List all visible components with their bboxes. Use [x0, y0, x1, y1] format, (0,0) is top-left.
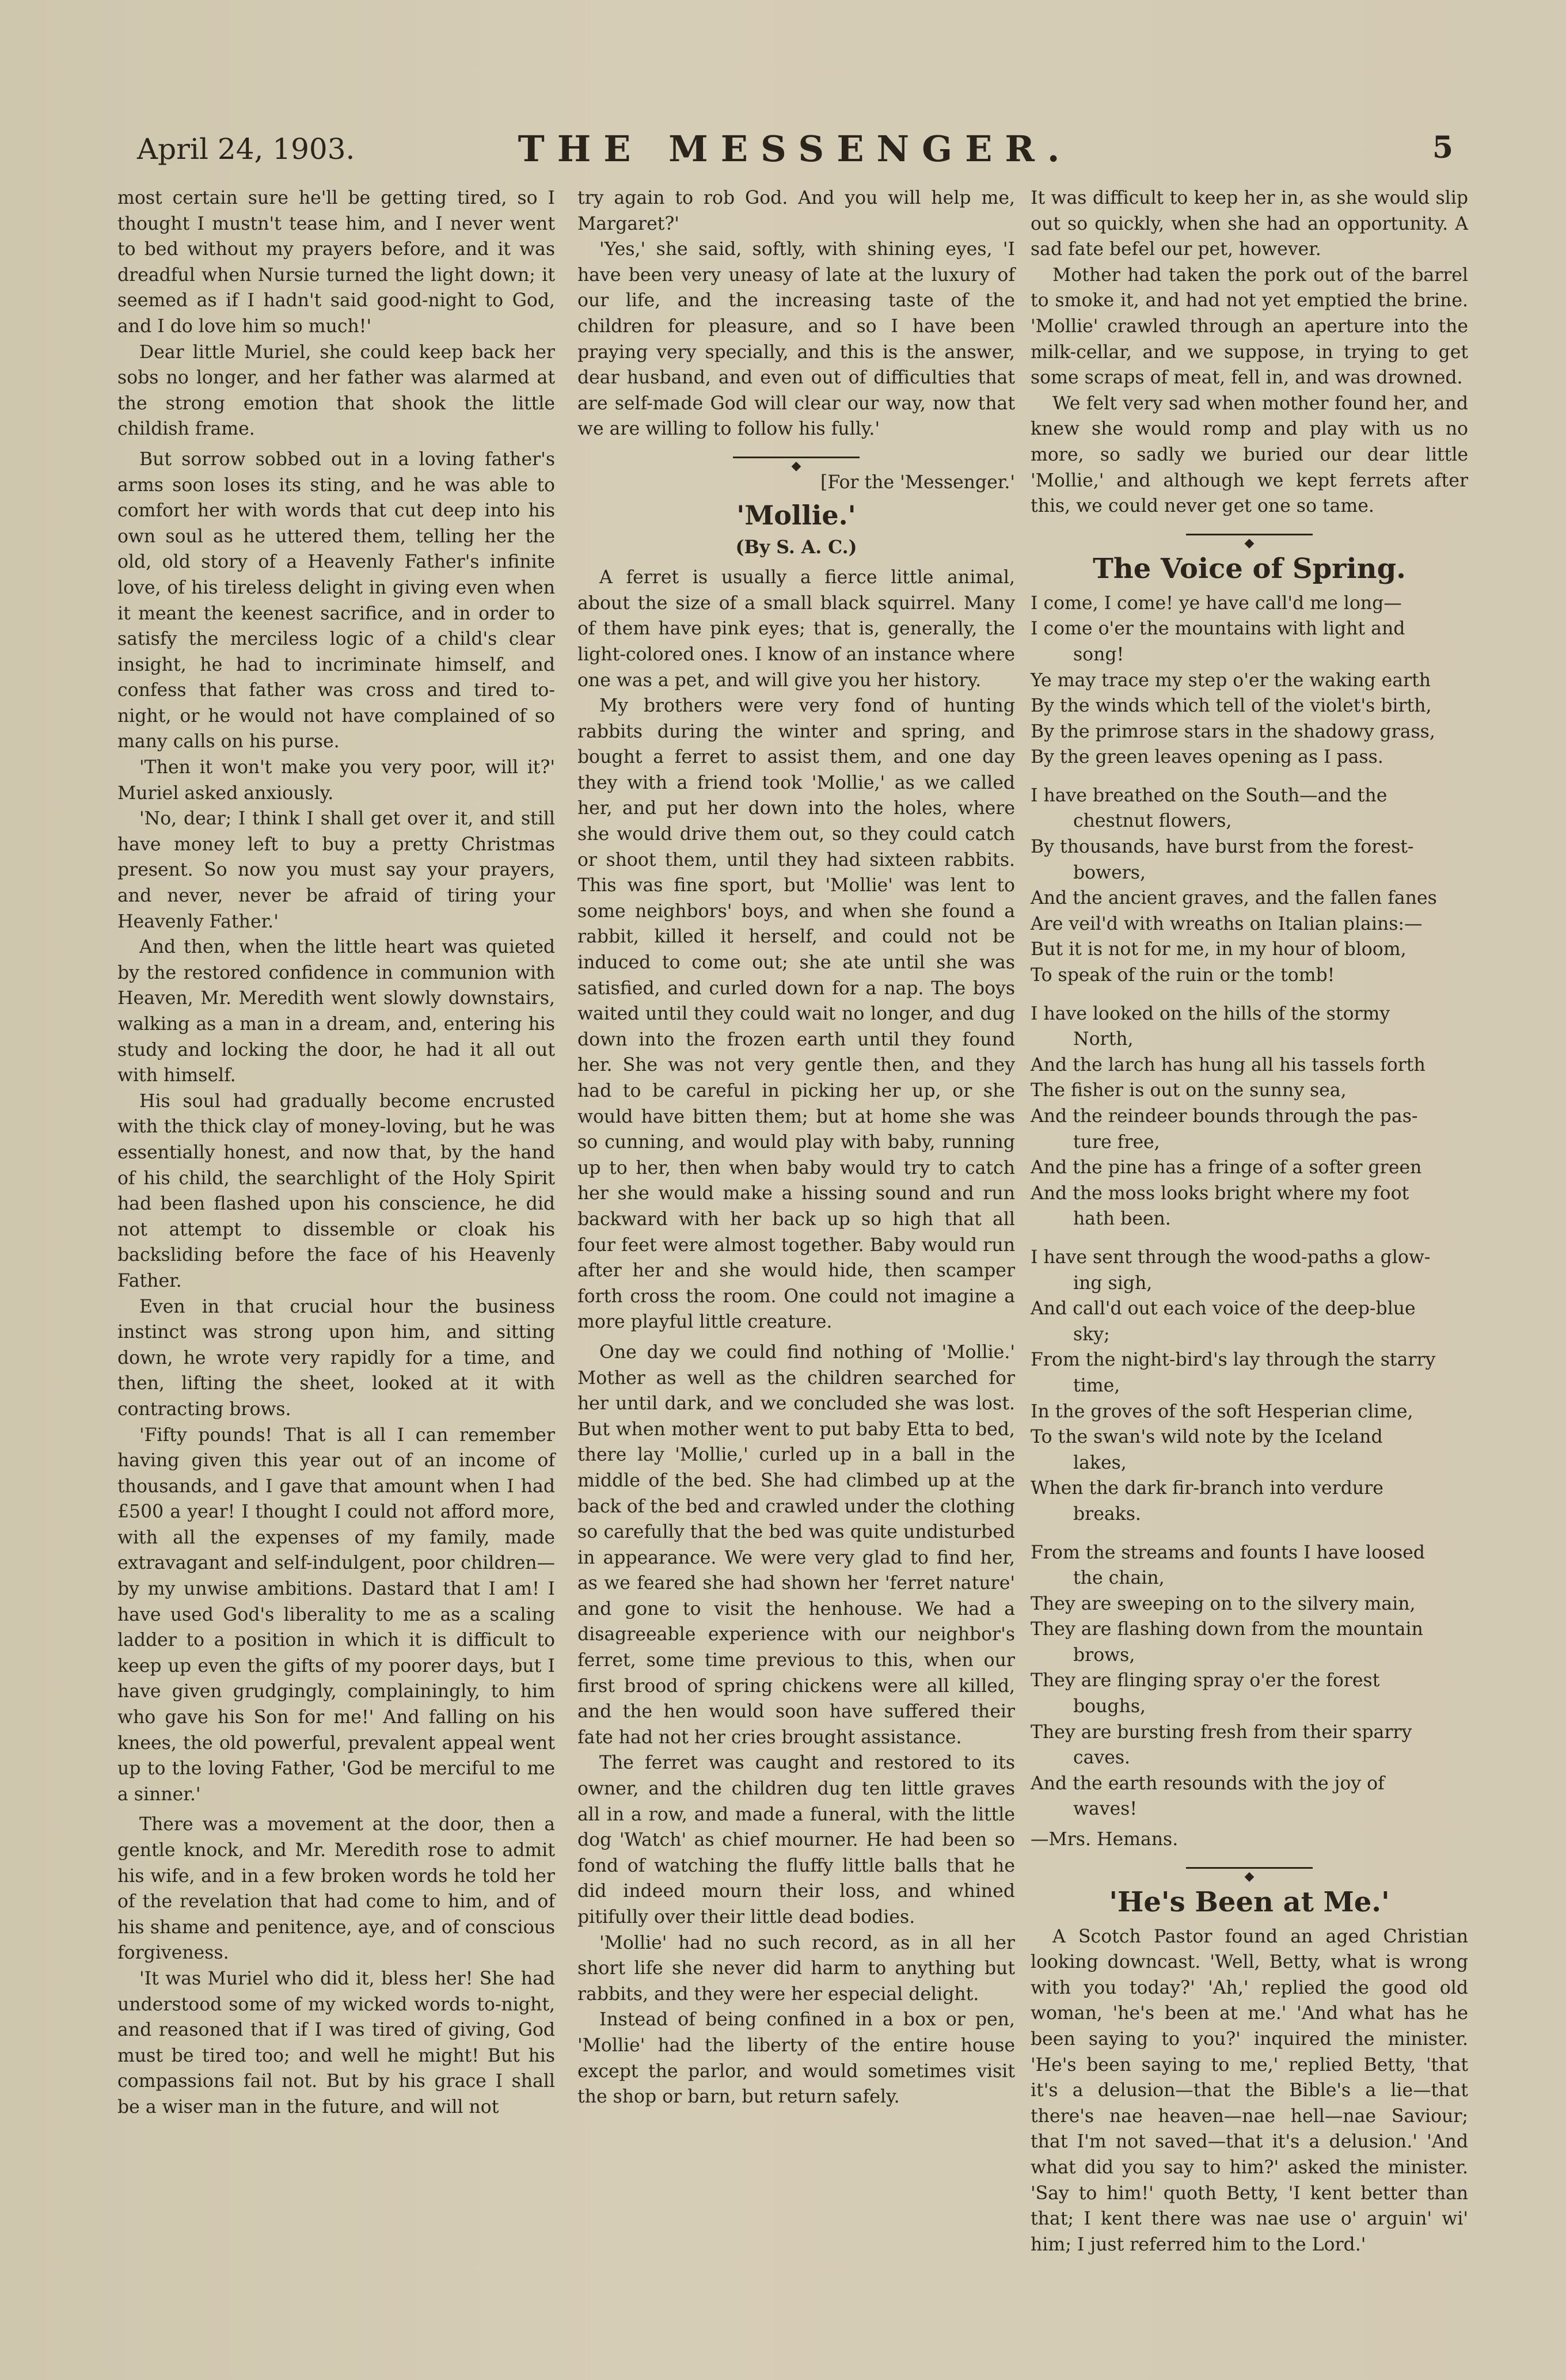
divider-rule: ◆: [577, 451, 1015, 463]
poem-line: I have sent through the wood-paths a glow- ing sigh,: [1031, 1246, 1431, 1294]
poem-line: From the night-bird's lay through the starry time,: [1031, 1349, 1436, 1396]
poem-line: Ye may trace my step o'er the waking earth: [1031, 670, 1431, 691]
poem-line: The fisher is out on the sunny sea,: [1031, 1080, 1347, 1101]
paragraph: There was a movement at the door, then a gentle knock, and Mr. Meredith rose to admit his wife, and in a few broken words he told her of the revelation that had come to him, and of his shame and penitence, aye, and of conscious forgiveness.: [117, 1814, 555, 1964]
column-1: [117, 185, 555, 2120]
poem-line: From the streams and founts I have loosed the chain,: [1031, 1542, 1425, 1589]
divider-rule: ◆: [1031, 1862, 1468, 1873]
paragraph: But sorrow sobbed out in a loving father's arms soon loses its sting, and he was able to comfort her with words that cut deep into his own soul as he uttered them, telling her the old, old story of a Heavenly Father's infinite love, of his tireless delight in giving even when it meant the keenest sacrifice, and in order to satisfy the merciless logic of a child's clear insight, he had to incriminate himself, and confess that father was cross and tired to-night, or he would not have complained of so many calls on his purse.: [117, 448, 555, 752]
poem-line: I come, I come! ye have call'd me long—: [1031, 592, 1402, 614]
poem-line: I have looked on the hills of the stormy North,: [1031, 1003, 1390, 1050]
paragraph: The ferret was caught and restored to its owner, and the children dug ten little graves all in a row, and made a funeral, with the little dog 'Watch' as chief mourner. He had been so fond of watching the fluffy little balls that he did indeed mourn their loss, and whined pitifully over their little dead bodies.: [577, 1752, 1015, 1927]
paragraph: And then, when the little heart was quieted by the restored confidence in communion with Heaven, Mr. Meredith went slowly downstairs, walking as a man in a dream, and, entering his study and locking the door, he had it all out with himself.: [117, 937, 555, 1086]
page-header: [137, 128, 1453, 170]
paragraph: It was difficult to keep her in, as she would slip out so quickly, when she had an opportunity. A sad fate befel our pet, however.: [1031, 188, 1468, 260]
issue-date: April 24, 1903.: [137, 132, 355, 166]
poem-title: The Voice of Spring.: [1093, 552, 1406, 585]
poem-line: And call'd out each voice of the deep-blue sky;: [1031, 1298, 1416, 1345]
poem-line: By the primrose stars in the shadowy grass,: [1031, 721, 1435, 742]
paragraph: One day we could find nothing of 'Mollie.' Mother as well as the children searched for her until dark, and we concluded she was lost. But when mother went to put baby Etta to bed, there lay 'Mollie,' curled up in a ball in the middle of the bed. She had climbed up at the back of the bed and crawled under the clothing so carefully that the bed was quite undisturbed in appearance. We were very glad to find her, as we feared she had shown her 'ferret nature' and gone to visit the henhouse. We had a disagreeable experience with our neighbor's ferret, some time previous to this, when our first brood of spring chickens were all killed, and the hen would soon have suffered their fate had not her cries brought assistance.: [577, 1341, 1015, 1748]
poem-author: —Mrs. Hemans.: [1031, 1829, 1179, 1850]
article-title: 'He's Been at Me.': [1109, 1885, 1390, 1918]
paragraph: A ferret is usually a fierce little animal, about the size of a small black squirrel. Many of them have pink eyes; that is, generally, the light-colored ones. I know of an instance where one was a pet, and will give you her history.: [577, 567, 1015, 691]
article-title: 'Mollie.': [736, 499, 856, 531]
poem-line: I have breathed on the South—and the chestnut flowers,: [1031, 785, 1388, 832]
paragraph: 'Fifty pounds! That is all I can remember having given this year out of an income of thousands, and I gave that amount when I had £500 a year! I thought I could not afford more, with all the expenses of my family, made extravagant and self-indulgent, poor children—by my unwise ambitions. Dastard that I am! I have used God's liberality to me as a scaling ladder to a position in which it is difficult to keep up even the gifts of my poorer days, but I have given grudgingly, complainingly, to him who gave his Son for me!' And falling on his knees, the old powerful, prevalent appeal went up to the loving Father, 'God be merciful to me a sinner.': [117, 1424, 555, 1805]
paragraph: My brothers were very fond of hunting rabbits during the winter and spring, and bought a ferret to assist them, and one day they with a friend took 'Mollie,' as we called her, and put her down into the holes, where she would drive them out, so they could catch or shoot them, until they had sixteen rabbits. This was fine sport, but 'Mollie' was lent to some neighbors' boys, and when she found a rabbit, killed it herself, and could not be induced to come out; she ate until she was satisfied, and curled down for a nap. The boys waited until they could wait no longer, and dug down into the frozen earth until they found her. She was not very gentle then, and they had to be careful in picking her up, or she would have bitten them; but at home she was so cunning, and would play with baby, running up to her, then when baby would try to catch her she would make a hissing sound and run backward with her back up so high that all four feet were almost together. Baby would run after her and she would hide, then scamper forth cross the room. One could not imagine a more playful little creature.: [577, 695, 1015, 1333]
paragraph: 'No, dear; I think I shall get over it, and still have money left to buy a pretty Christmas present. So now you must say your prayers, and never, never be afraid of tiring your Heavenly Father.': [117, 808, 555, 932]
column-2: [577, 185, 1015, 2110]
page-number: 5: [1432, 130, 1453, 165]
poem-stanza: [1031, 783, 1468, 989]
poem-line: When the dark fir-branch into verdure breaks.: [1031, 1478, 1383, 1524]
poem-line: To speak of the ruin or the tomb!: [1031, 965, 1335, 986]
paragraph: try again to rob God. And you will help me, Margaret?': [577, 188, 1015, 234]
poem-stanza: [1031, 1001, 1468, 1232]
poem-stanza: [1031, 1245, 1468, 1527]
poem-line: In the groves of the soft Hesperian clime,: [1031, 1401, 1413, 1422]
paragraph: most certain sure he'll be getting tired, so I thought I mustn't tease him, and I never went to bed without my prayers before, and it was dreadful when Nursie turned the light down; it seemed as if I hadn't said good-night to God, and I do love him so much!': [117, 188, 555, 337]
poem-line: And the moss looks bright where my foot hath been.: [1031, 1183, 1409, 1230]
paragraph: A Scotch Pastor found an aged Christian looking downcast. 'Well, Betty, what is wrong with you today?' 'Ah,' replied the good old woman, 'he's been at me.' 'And what has he been saying to you?' inquired the minister. 'He's been saying to me,' replied Betty, 'that it's a delusion—that the Bible's a lie—that there's nae heaven—nae hell—nae Saviour; that I'm not saved—that it's a delusion.' 'And what did you say to him?' asked the minister. 'Say to him!' quoth Betty, 'I kent better than that; I kent there was nae use o' arguin' wi' him; I just referred him to the Lord.': [1031, 1926, 1468, 2255]
column-3: [1031, 185, 1468, 2257]
poem-line: And the reindeer bounds through the pas- ture free,: [1031, 1106, 1418, 1153]
poem-line: By thousands, have burst from the forest- bowers,: [1031, 837, 1414, 883]
paragraph: Instead of being confined in a box or pen, 'Mollie' had the liberty of the entire house except the parlor, and would sometimes visit the shop or barn, but return safely.: [577, 2009, 1015, 2108]
poem-line: And the ancient graves, and the fallen fanes: [1031, 888, 1437, 909]
poem-body: [1031, 591, 1468, 1853]
poem-stanza: [1031, 1540, 1468, 1823]
paragraph: Dear little Muriel, she could keep back her sobs no longer, and her father was alarmed at the strong emotion that shook the little childish frame.: [117, 341, 555, 440]
divider-rule: ◆: [1031, 529, 1468, 540]
poem-line: Are veil'd with wreaths on Italian plains:—: [1031, 913, 1423, 934]
paragraph: 'Yes,' she said, softly, with shining eyes, 'I have been very uneasy of late at the luxury of our life, and the increasing taste of the children for pleasure, and so I have been praying very specially, and this is the answer, dear husband, and even out of difficulties that are self-made God will clear our way, now that we are willing to follow his fully.': [577, 239, 1015, 440]
paragraph: Mother had taken the pork out of the barrel to smoke it, and had not yet emptied the brine. 'Mollie' crawled through an aperture into the milk-cellar, and we suppose, in trying to get some scraps of meat, fell in, and was drowned.: [1031, 264, 1468, 389]
poem-stanza: [1031, 591, 1468, 770]
poem-line: I come o'er the mountains with light and song!: [1031, 618, 1405, 665]
paragraph: 'Then it won't make you very poor, will it?' Muriel asked anxiously.: [117, 757, 555, 804]
byline: (By S. A. C.): [735, 536, 857, 558]
paragraph: 'It was Muriel who did it, bless her! She had understood some of my wicked words to-night, and reasoned that if I was tired of giving, God must be tired too; and well he might! But his compassions fail not. But by his grace I shall be a wiser man in the future, and will not: [117, 1968, 555, 2117]
paragraph: Even in that crucial hour the business instinct was strong upon him, and sitting down, he wrote very rapidly for a time, and then, lifting the sheet, looked at it with contracting brows.: [117, 1296, 555, 1420]
poem-line: They are flinging spray o'er the forest boughs,: [1031, 1670, 1380, 1717]
poem-line: And the pine has a fringe of a softer green: [1031, 1157, 1422, 1178]
paragraph: 'Mollie' had no such record, as in all her short life she never did harm to anything but rabbits, and they were her especial delight.: [577, 1932, 1015, 2005]
poem-line: They are sweeping on to the silvery main,: [1031, 1593, 1416, 1614]
poem-line: By the winds which tell of the violet's birth,: [1031, 695, 1432, 717]
poem-line: They are flashing down from the mountain brows,: [1031, 1619, 1423, 1666]
poem-line: And the larch has hung all his tassels forth: [1031, 1054, 1426, 1075]
paragraph: His soul had gradually become encrusted with the thick clay of money-loving, but he was essentially honest, and now that, by the hand of his child, the searchlight of the Holy Spirit had been flashed upon his conscience, he did not attempt to dissemble or cloak his backsliding before the face of his Heavenly Father.: [117, 1090, 555, 1291]
poem-line: And the earth resounds with the joy of waves!: [1031, 1773, 1385, 1820]
poem-line: By the green leaves opening as I pass.: [1031, 747, 1383, 768]
poem-line: They are bursting fresh from their sparry caves.: [1031, 1721, 1412, 1769]
paragraph: We felt very sad when mother found her, and knew she would romp and play with us no more, so sadly we buried our dear little 'Mollie,' and although we kept ferrets after this, we could never get one so tame.: [1031, 393, 1468, 517]
poem-line: To the swan's wild note by the Iceland lakes,: [1031, 1427, 1383, 1473]
source-note: [For the 'Messenger.': [820, 472, 1015, 493]
poem-line: But it is not for me, in my hour of bloom,: [1031, 939, 1407, 960]
masthead-title: THE MESSENGER.: [518, 128, 1073, 170]
